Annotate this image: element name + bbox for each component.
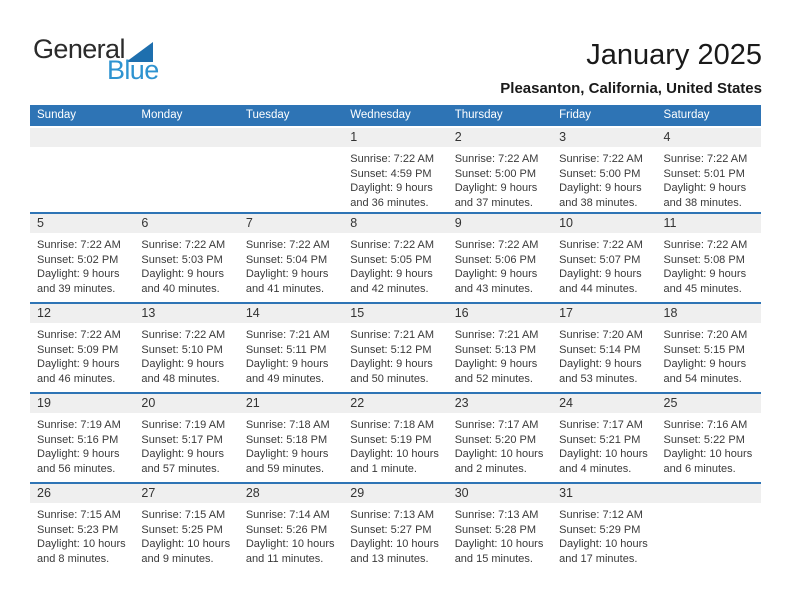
daylight-text: Daylight: 10 hours and 17 minutes. <box>559 538 648 565</box>
weekday-header-row <box>30 105 761 126</box>
daylight-text: Daylight: 10 hours and 6 minutes. <box>663 448 753 475</box>
daylight-text: Daylight: 9 hours and 41 minutes. <box>245 268 329 295</box>
day-cell-20 <box>134 394 238 482</box>
day-cell-30 <box>448 484 552 572</box>
day-cell-14 <box>239 304 343 392</box>
weekday-header-sunday: Sunday <box>37 109 77 121</box>
day-cell-5 <box>30 214 134 302</box>
sunrise-text: Sunrise: 7:22 AM <box>350 153 435 165</box>
weekday-header-tuesday: Tuesday <box>245 109 290 121</box>
sunrise-text: Sunrise: 7:22 AM <box>37 239 121 251</box>
day-cell-28 <box>239 484 343 572</box>
weekday-header-saturday: Saturday <box>663 109 710 121</box>
day-number: 6 <box>134 214 238 233</box>
sunset-text: Sunset: 5:00 PM <box>559 167 641 180</box>
day-number: 13 <box>134 304 238 323</box>
sunrise-text: Sunrise: 7:22 AM <box>663 239 748 251</box>
day-number: 22 <box>343 394 447 413</box>
page-title: January 2025 <box>586 39 762 71</box>
day-number: 17 <box>552 304 656 323</box>
day-details <box>552 503 656 566</box>
day-cell-25 <box>657 394 761 482</box>
day-details <box>30 323 134 386</box>
day-number: 23 <box>448 394 552 413</box>
weekday-header-wednesday: Wednesday <box>350 109 411 121</box>
sunrise-text: Sunrise: 7:21 AM <box>245 329 330 341</box>
day-number: 21 <box>239 394 343 413</box>
day-number: 26 <box>30 484 134 503</box>
sunrise-text: Sunrise: 7:22 AM <box>663 153 748 165</box>
daylight-text: Daylight: 9 hours and 46 minutes. <box>37 358 120 385</box>
daylight-text: Daylight: 9 hours and 38 minutes. <box>663 182 747 209</box>
daylight-text: Daylight: 9 hours and 59 minutes. <box>245 448 329 475</box>
sunrise-text: Sunrise: 7:20 AM <box>559 329 643 341</box>
day-number: 19 <box>30 394 134 413</box>
daylight-text: Daylight: 9 hours and 53 minutes. <box>559 358 642 385</box>
weekday-header-friday: Friday <box>559 109 592 121</box>
daylight-text: Daylight: 9 hours and 57 minutes. <box>141 448 224 475</box>
daylight-text: Daylight: 9 hours and 44 minutes. <box>559 268 642 295</box>
day-number: 2 <box>448 128 552 147</box>
daylight-text: Daylight: 9 hours and 36 minutes. <box>350 182 433 209</box>
day-number: 18 <box>657 304 761 323</box>
day-number: 11 <box>657 214 761 233</box>
sunrise-text: Sunrise: 7:22 AM <box>37 329 121 341</box>
day-details <box>552 233 656 296</box>
sunrise-text: Sunrise: 7:17 AM <box>454 419 539 431</box>
empty-day-cell <box>134 128 238 212</box>
daylight-text: Daylight: 9 hours and 52 minutes. <box>454 358 538 385</box>
sunset-text: Sunset: 5:01 PM <box>663 167 745 180</box>
sunset-text: Sunset: 5:10 PM <box>141 343 223 356</box>
daylight-text: Daylight: 10 hours and 15 minutes. <box>454 538 544 565</box>
day-number: 16 <box>448 304 552 323</box>
day-details <box>30 413 134 476</box>
day-number: 15 <box>343 304 447 323</box>
daylight-text: Daylight: 10 hours and 11 minutes. <box>245 538 335 565</box>
day-details <box>657 147 761 210</box>
day-number: 7 <box>239 214 343 233</box>
day-details <box>657 323 761 386</box>
daylight-text: Daylight: 9 hours and 49 minutes. <box>245 358 329 385</box>
sunset-text: Sunset: 5:14 PM <box>559 343 641 356</box>
day-cell-6 <box>134 214 238 302</box>
general-blue-logo <box>33 36 159 84</box>
sunset-text: Sunset: 5:20 PM <box>454 433 537 446</box>
day-number: 28 <box>239 484 343 503</box>
day-cell-17 <box>552 304 656 392</box>
daylight-text: Daylight: 9 hours and 39 minutes. <box>37 268 120 295</box>
sunset-text: Sunset: 5:02 PM <box>37 253 119 266</box>
daylight-text: Daylight: 9 hours and 45 minutes. <box>663 268 747 295</box>
sunset-text: Sunset: 5:03 PM <box>141 253 223 266</box>
day-details <box>239 233 343 296</box>
sunrise-text: Sunrise: 7:15 AM <box>141 509 226 521</box>
sunrise-text: Sunrise: 7:22 AM <box>454 239 539 251</box>
calendar-grid <box>30 128 761 572</box>
day-number: 4 <box>657 128 761 147</box>
day-details <box>448 413 552 476</box>
day-cell-2 <box>448 128 552 212</box>
day-number: 5 <box>30 214 134 233</box>
daylight-text: Daylight: 9 hours and 56 minutes. <box>37 448 120 475</box>
sunrise-text: Sunrise: 7:17 AM <box>559 419 643 431</box>
day-number-empty <box>30 128 134 147</box>
sunset-text: Sunset: 5:18 PM <box>245 433 328 446</box>
day-cell-8 <box>343 214 447 302</box>
day-details <box>239 503 343 566</box>
daylight-text: Daylight: 9 hours and 54 minutes. <box>663 358 747 385</box>
week-row-4 <box>30 392 761 482</box>
day-cell-24 <box>552 394 656 482</box>
sunset-text: Sunset: 5:29 PM <box>559 523 641 536</box>
sunrise-text: Sunrise: 7:15 AM <box>37 509 121 521</box>
day-details <box>239 413 343 476</box>
sunset-text: Sunset: 5:25 PM <box>141 523 223 536</box>
sunset-text: Sunset: 5:07 PM <box>559 253 641 266</box>
day-cell-15 <box>343 304 447 392</box>
week-row-5 <box>30 482 761 572</box>
day-cell-3 <box>552 128 656 212</box>
sunrise-text: Sunrise: 7:12 AM <box>559 509 643 521</box>
day-cell-7 <box>239 214 343 302</box>
daylight-text: Daylight: 9 hours and 37 minutes. <box>454 182 538 209</box>
daylight-text: Daylight: 9 hours and 38 minutes. <box>559 182 642 209</box>
day-cell-21 <box>239 394 343 482</box>
sunset-text: Sunset: 5:00 PM <box>454 167 537 180</box>
sunset-text: Sunset: 4:59 PM <box>350 167 432 180</box>
day-details <box>343 233 447 296</box>
day-details <box>343 147 447 210</box>
day-details <box>552 413 656 476</box>
sunset-text: Sunset: 5:15 PM <box>663 343 745 356</box>
day-cell-10 <box>552 214 656 302</box>
day-cell-9 <box>448 214 552 302</box>
sunset-text: Sunset: 5:13 PM <box>454 343 537 356</box>
day-details <box>30 503 134 566</box>
sunset-text: Sunset: 5:17 PM <box>141 433 223 446</box>
daylight-text: Daylight: 9 hours and 43 minutes. <box>454 268 538 295</box>
daylight-text: Daylight: 10 hours and 4 minutes. <box>559 448 648 475</box>
sunset-text: Sunset: 5:16 PM <box>37 433 119 446</box>
logo-blue-text: Blue <box>107 55 159 85</box>
day-details <box>448 147 552 210</box>
day-cell-13 <box>134 304 238 392</box>
day-details <box>343 503 447 566</box>
day-cell-4 <box>657 128 761 212</box>
day-details <box>448 503 552 566</box>
sunset-text: Sunset: 5:08 PM <box>663 253 745 266</box>
sunrise-text: Sunrise: 7:21 AM <box>454 329 539 341</box>
sunrise-text: Sunrise: 7:22 AM <box>454 153 539 165</box>
day-cell-18 <box>657 304 761 392</box>
sunset-text: Sunset: 5:22 PM <box>663 433 745 446</box>
daylight-text: Daylight: 9 hours and 48 minutes. <box>141 358 224 385</box>
day-details <box>657 233 761 296</box>
sunrise-text: Sunrise: 7:21 AM <box>350 329 435 341</box>
calendar <box>30 105 761 572</box>
logo-general-text: General <box>33 34 125 64</box>
sunset-text: Sunset: 5:11 PM <box>245 343 327 356</box>
day-cell-26 <box>30 484 134 572</box>
day-details <box>657 413 761 476</box>
day-details <box>30 233 134 296</box>
daylight-text: Daylight: 10 hours and 8 minutes. <box>37 538 126 565</box>
empty-day-cell <box>239 128 343 212</box>
day-details <box>134 413 238 476</box>
sunset-text: Sunset: 5:28 PM <box>454 523 537 536</box>
sunset-text: Sunset: 5:12 PM <box>350 343 432 356</box>
day-number: 12 <box>30 304 134 323</box>
day-details <box>448 233 552 296</box>
day-number: 14 <box>239 304 343 323</box>
sunrise-text: Sunrise: 7:22 AM <box>141 329 226 341</box>
day-number: 10 <box>552 214 656 233</box>
titles-block <box>500 40 762 97</box>
day-cell-27 <box>134 484 238 572</box>
day-number: 29 <box>343 484 447 503</box>
week-row-1 <box>30 128 761 212</box>
daylight-text: Daylight: 10 hours and 13 minutes. <box>350 538 439 565</box>
day-number: 1 <box>343 128 447 147</box>
sunrise-text: Sunrise: 7:22 AM <box>559 153 643 165</box>
sunrise-text: Sunrise: 7:19 AM <box>141 419 226 431</box>
sunrise-text: Sunrise: 7:19 AM <box>37 419 121 431</box>
page-subtitle: Pleasanton, California, United States <box>500 79 762 97</box>
day-number: 8 <box>343 214 447 233</box>
empty-day-cell <box>30 128 134 212</box>
sunrise-text: Sunrise: 7:13 AM <box>350 509 435 521</box>
day-number: 30 <box>448 484 552 503</box>
day-details <box>134 323 238 386</box>
day-details <box>343 413 447 476</box>
sunset-text: Sunset: 5:19 PM <box>350 433 432 446</box>
sunrise-text: Sunrise: 7:22 AM <box>141 239 226 251</box>
weekday-header-thursday: Thursday <box>454 109 503 121</box>
day-number: 3 <box>552 128 656 147</box>
weekday-header-monday: Monday <box>141 109 183 121</box>
daylight-text: Daylight: 10 hours and 1 minute. <box>350 448 439 475</box>
sunset-text: Sunset: 5:09 PM <box>37 343 119 356</box>
sunrise-text: Sunrise: 7:18 AM <box>245 419 330 431</box>
day-number-empty <box>657 484 761 503</box>
day-cell-29 <box>343 484 447 572</box>
day-cell-22 <box>343 394 447 482</box>
sunset-text: Sunset: 5:04 PM <box>245 253 328 266</box>
day-details <box>343 323 447 386</box>
sunrise-text: Sunrise: 7:20 AM <box>663 329 748 341</box>
day-cell-19 <box>30 394 134 482</box>
day-cell-23 <box>448 394 552 482</box>
sunset-text: Sunset: 5:05 PM <box>350 253 432 266</box>
sunset-text: Sunset: 5:26 PM <box>245 523 328 536</box>
daylight-text: Daylight: 9 hours and 50 minutes. <box>350 358 433 385</box>
day-details <box>239 323 343 386</box>
day-number: 24 <box>552 394 656 413</box>
day-details <box>552 323 656 386</box>
day-number: 27 <box>134 484 238 503</box>
daylight-text: Daylight: 9 hours and 40 minutes. <box>141 268 224 295</box>
day-cell-12 <box>30 304 134 392</box>
sunrise-text: Sunrise: 7:13 AM <box>454 509 539 521</box>
daylight-text: Daylight: 10 hours and 2 minutes. <box>454 448 544 475</box>
day-number: 20 <box>134 394 238 413</box>
sunrise-text: Sunrise: 7:14 AM <box>245 509 330 521</box>
day-number: 9 <box>448 214 552 233</box>
daylight-text: Daylight: 10 hours and 9 minutes. <box>141 538 231 565</box>
day-cell-11 <box>657 214 761 302</box>
day-details <box>134 233 238 296</box>
sunset-text: Sunset: 5:27 PM <box>350 523 432 536</box>
day-number: 31 <box>552 484 656 503</box>
day-number-empty <box>134 128 238 147</box>
day-cell-1 <box>343 128 447 212</box>
sunrise-text: Sunrise: 7:18 AM <box>350 419 435 431</box>
week-row-2 <box>30 212 761 302</box>
sunrise-text: Sunrise: 7:16 AM <box>663 419 748 431</box>
day-cell-31 <box>552 484 656 572</box>
sunrise-text: Sunrise: 7:22 AM <box>350 239 435 251</box>
sunrise-text: Sunrise: 7:22 AM <box>245 239 330 251</box>
sunrise-text: Sunrise: 7:22 AM <box>559 239 643 251</box>
day-details <box>134 503 238 566</box>
daylight-text: Daylight: 9 hours and 42 minutes. <box>350 268 433 295</box>
sunset-text: Sunset: 5:21 PM <box>559 433 641 446</box>
day-details <box>552 147 656 210</box>
day-number: 25 <box>657 394 761 413</box>
week-row-3 <box>30 302 761 392</box>
sunset-text: Sunset: 5:06 PM <box>454 253 537 266</box>
day-details <box>448 323 552 386</box>
sunset-text: Sunset: 5:23 PM <box>37 523 119 536</box>
day-cell-16 <box>448 304 552 392</box>
empty-day-cell <box>657 484 761 572</box>
day-number-empty <box>239 128 343 147</box>
